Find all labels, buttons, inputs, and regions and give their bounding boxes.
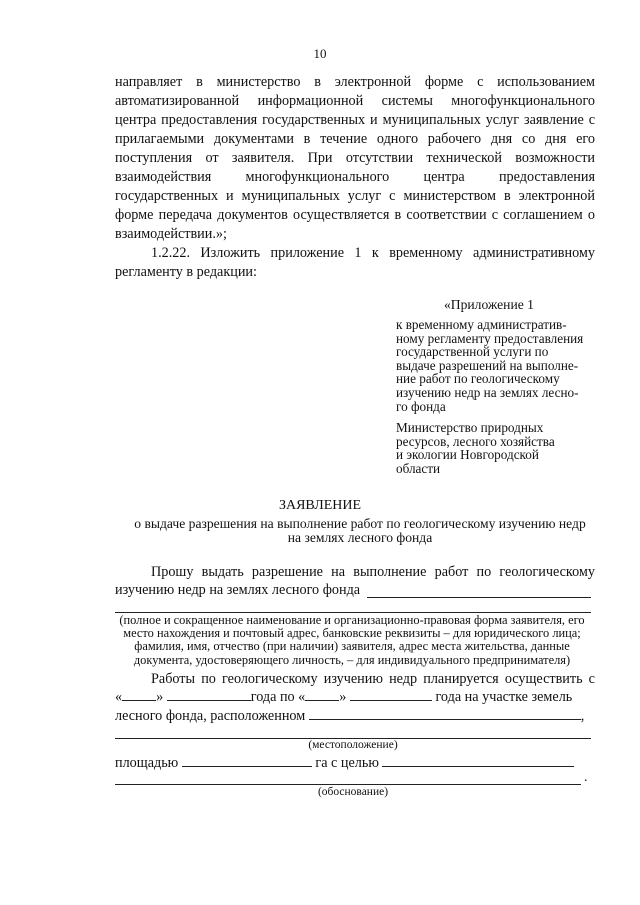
intro-last-line: взаимодействии.»; bbox=[115, 226, 227, 242]
location-inline-field[interactable] bbox=[309, 707, 581, 720]
purpose-label: га с целью bbox=[315, 755, 379, 771]
appendix-line: ному регламенту предоставления bbox=[396, 330, 584, 346]
appendix-block bbox=[396, 318, 611, 413]
appendix-line: ние работ по геологическому bbox=[396, 371, 560, 387]
appendix-line: выдаче разрешений на выполне- bbox=[396, 357, 579, 373]
statement-subtitle-line2: на землях лесного фонда bbox=[287, 530, 433, 545]
appendix-line: к временному административ- bbox=[396, 317, 567, 332]
intro-paragraph bbox=[115, 73, 595, 244]
works-line1: Работы по геологическому изучению недр планируется осуществить с bbox=[151, 671, 595, 687]
intro-line: направляет в министерство в электронной форме с использованием bbox=[115, 74, 595, 90]
ministry-line: ресурсов, лесного хозяйства bbox=[396, 433, 555, 449]
intro-line: форме передача документов осуществляется в соответствии с соглашением о bbox=[115, 207, 595, 223]
statement-title: ЗАЯВЛЕНИЕ bbox=[278, 498, 362, 513]
applicant-note-line: документа, удостоверяющего личность, – для индивидуального предпринимателя) bbox=[133, 652, 571, 667]
applicant-note-line: место нахождения и почтовый адрес, банковские реквизиты – для юридического лица; bbox=[123, 626, 581, 641]
ministry-line: и экологии Новгородской bbox=[396, 447, 539, 463]
close-quote: » bbox=[156, 689, 164, 705]
area-label: площадью bbox=[115, 755, 179, 771]
item-1222-line2: регламенту в редакции: bbox=[115, 264, 257, 280]
intro-line: прилагаемыми документами в течение одного рабочего дня со дня его bbox=[115, 131, 595, 147]
applicant-note bbox=[112, 614, 592, 667]
ministry-line: Министерство природных bbox=[396, 420, 544, 435]
area-row bbox=[115, 754, 574, 772]
forest-fund-label: лесного фонда, расположенном bbox=[115, 708, 306, 724]
ministry-line: области bbox=[396, 460, 441, 476]
area-field[interactable] bbox=[182, 754, 312, 767]
request-paragraph bbox=[115, 563, 595, 582]
period-mark: . bbox=[584, 770, 588, 785]
month-from-field[interactable] bbox=[167, 688, 251, 701]
open-quote: « bbox=[115, 689, 123, 705]
location-caption: (местоположение) bbox=[308, 739, 398, 751]
intro-line: взаимодействия многофункционального центра предоставления bbox=[115, 169, 595, 185]
statement-subtitle-line1: о выдаче разрешения на выполнение работ по геологическому изучению недр bbox=[134, 516, 586, 531]
statement-subtitle bbox=[110, 517, 610, 545]
ministry-block bbox=[396, 421, 611, 475]
justification-field-line[interactable] bbox=[115, 784, 581, 785]
intro-line: автоматизированной информационной системы многофункционального bbox=[115, 93, 595, 109]
year-to-label: года на участке земель bbox=[435, 689, 573, 705]
month-to-field[interactable] bbox=[350, 688, 432, 701]
appendix-line: изучению недр на землях лесно- bbox=[396, 384, 579, 400]
appendix-line: го фонда bbox=[396, 398, 446, 414]
item-1222-line1: 1.2.22. Изложить приложение 1 к временному административному bbox=[151, 245, 595, 261]
intro-line: государственных и муниципальных услуг с министерством в электронной bbox=[115, 188, 595, 204]
day-to-field[interactable] bbox=[305, 688, 339, 701]
request-line2: изучению недр на землях лесного фонда bbox=[115, 582, 361, 598]
intro-line: поступления от заявителя. При отсутствии технической возможности bbox=[115, 150, 595, 166]
works-paragraph bbox=[115, 670, 595, 689]
request-line1: Прошу выдать разрешение на выполнение работ по геологическому bbox=[151, 564, 595, 580]
applicant-note-line: фамилия, имя, отчество (при наличии) заявителя, адрес места жительства, данные bbox=[134, 639, 570, 654]
applicant-name-line[interactable] bbox=[367, 597, 591, 598]
justification-caption: (обоснование) bbox=[317, 786, 389, 798]
appendix-line: государственной услуги по bbox=[396, 344, 549, 360]
intro-line: центра предоставления государственных и муниципальных услуг заявление с bbox=[115, 112, 595, 128]
works-location-row bbox=[115, 707, 584, 725]
item-1222 bbox=[115, 244, 595, 282]
year-from-label: года по « bbox=[250, 689, 306, 705]
works-dates-row bbox=[115, 688, 572, 706]
close-quote: » bbox=[339, 689, 347, 705]
purpose-field[interactable] bbox=[382, 754, 574, 767]
applicant-note-line: (полное и сокращенное наименование и организационно-правовая форма заявителя, его bbox=[119, 613, 585, 627]
day-from-field[interactable] bbox=[122, 688, 156, 701]
appendix-title: «Приложение 1 bbox=[444, 297, 534, 312]
page-number: 10 bbox=[313, 46, 327, 61]
comma: , bbox=[580, 708, 585, 724]
